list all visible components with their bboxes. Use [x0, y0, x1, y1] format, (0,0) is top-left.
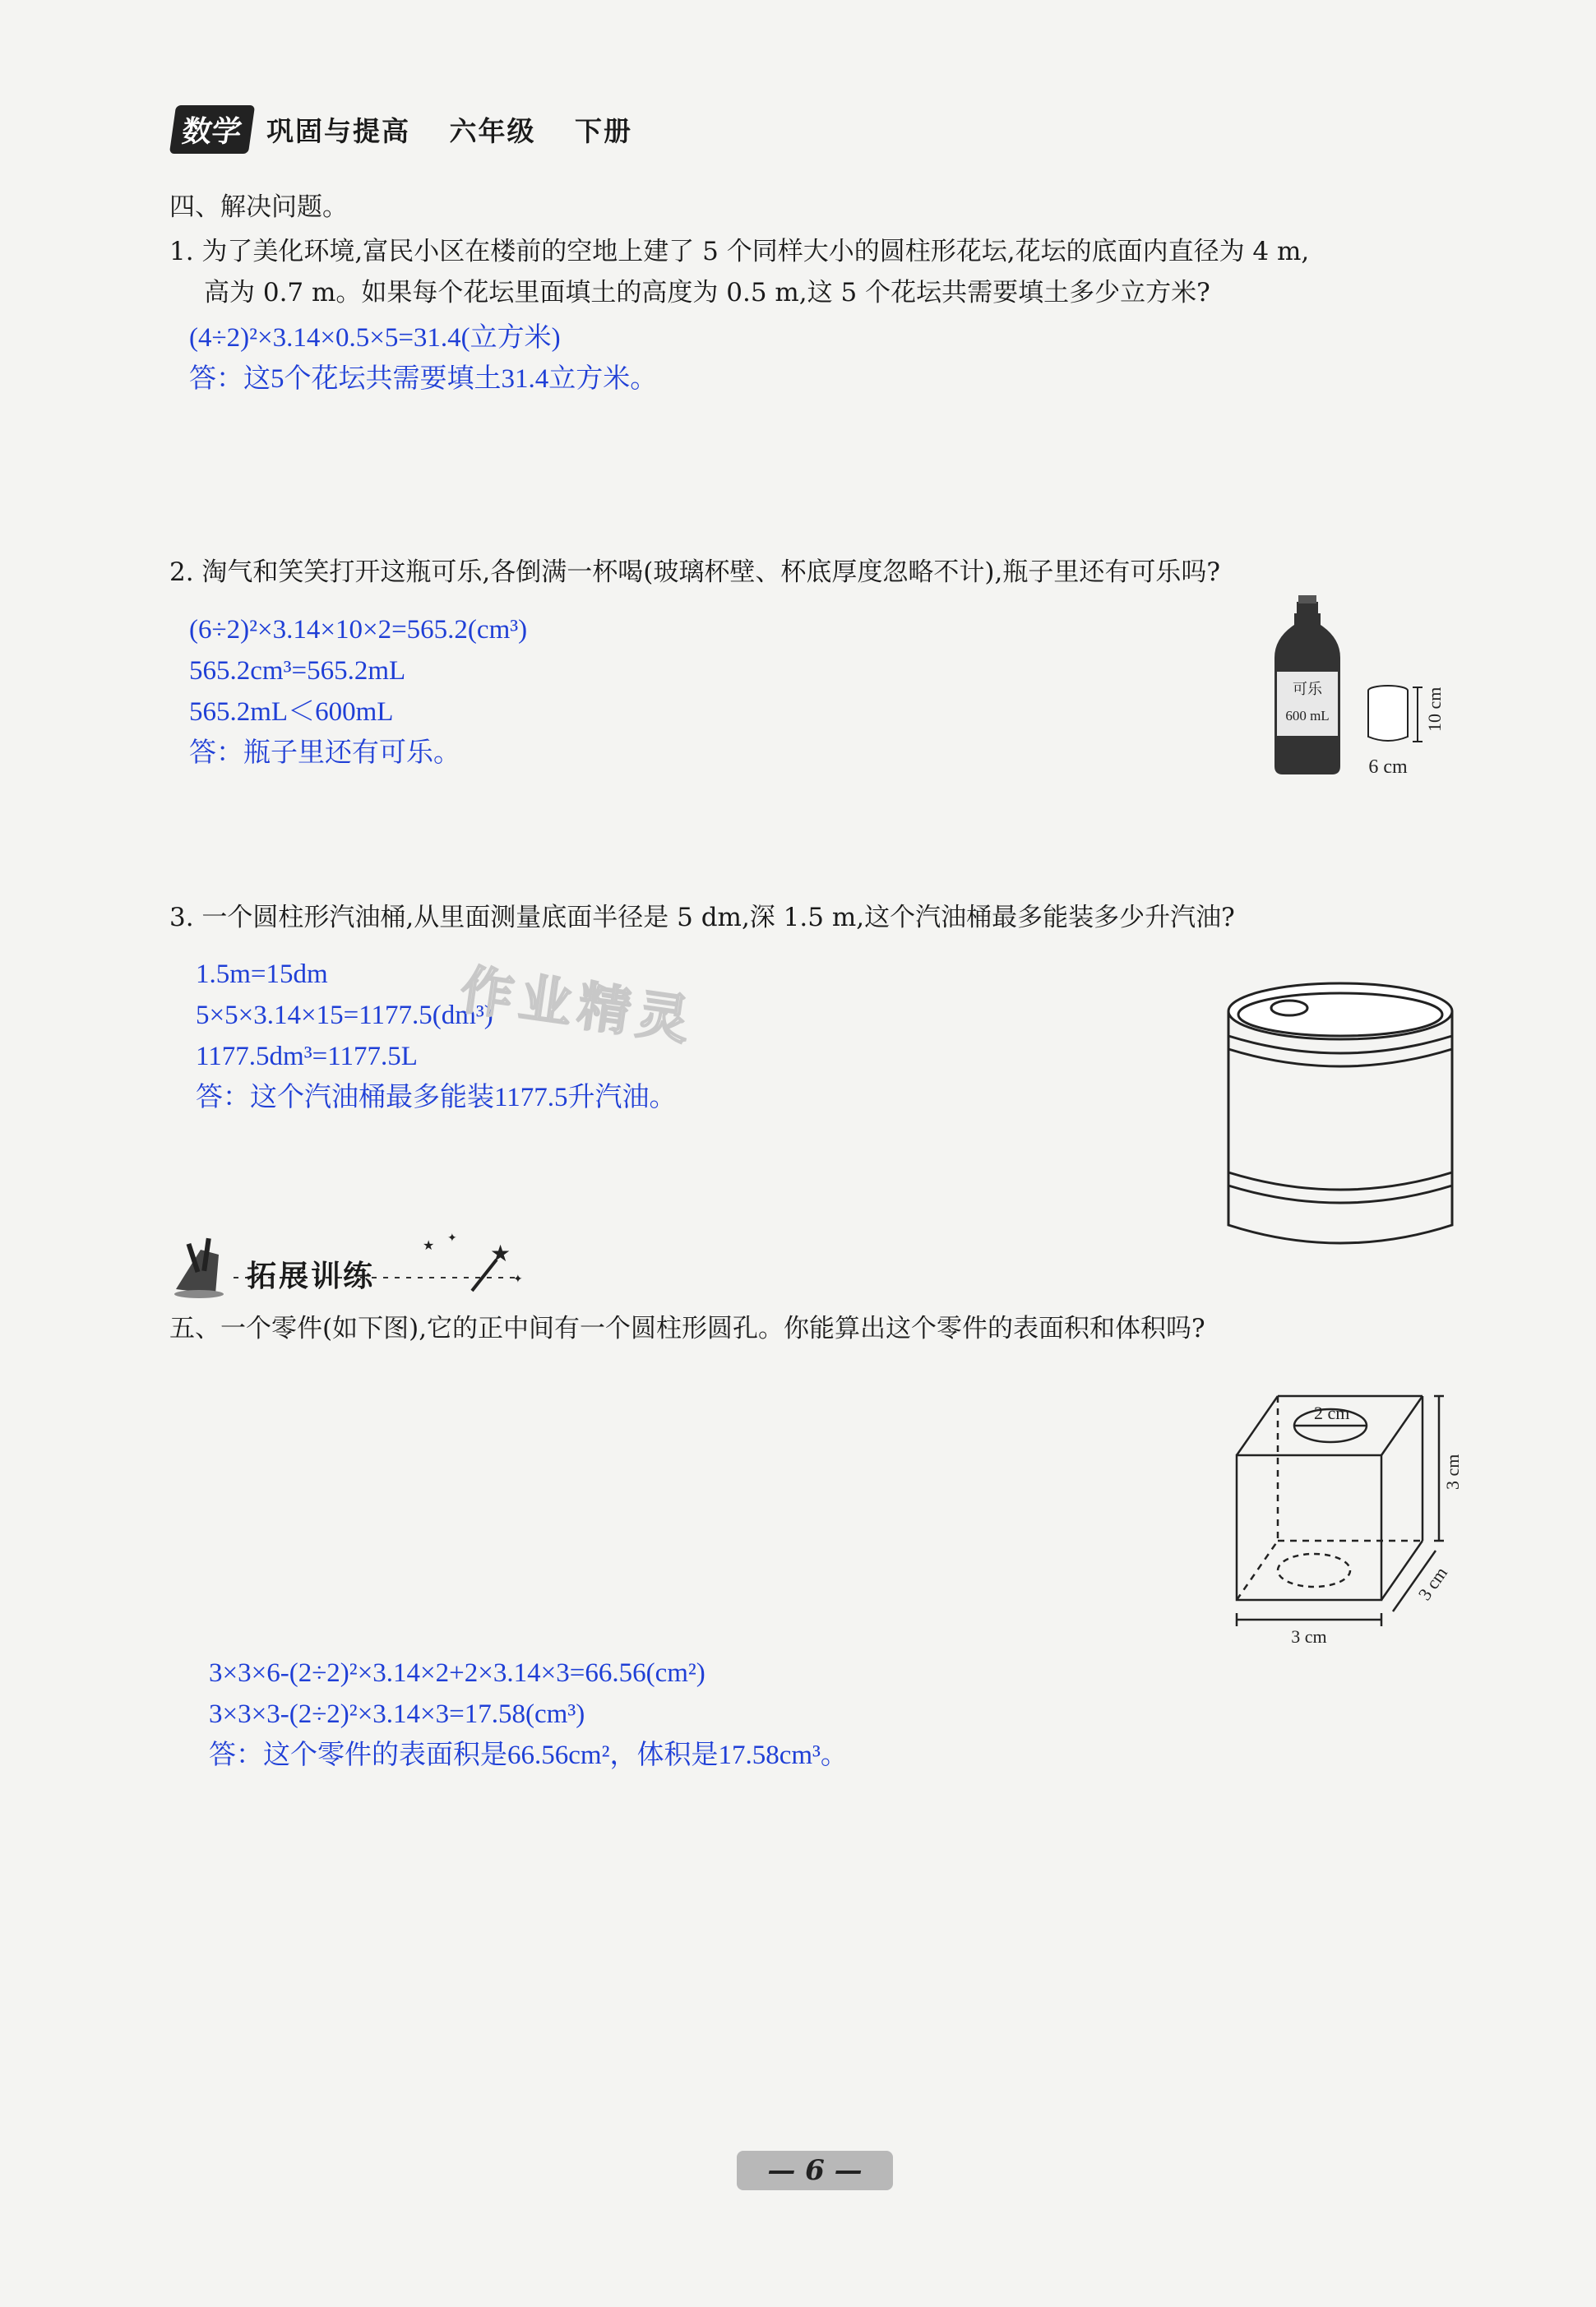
svg-text:✦: ✦ — [513, 1274, 523, 1286]
svg-text:★: ★ — [423, 1239, 435, 1253]
book-title: 巩固与提高 六年级 下册 — [266, 115, 633, 147]
q2-answer: (6÷2)²×3.14×10×2=565.2(cm³) 565.2cm³=565.2mL 565.2mL＜600mL 答：瓶子里还有可乐。 — [189, 615, 528, 768]
svg-text:600 mL: 600 mL — [1285, 708, 1330, 724]
section-5-answer: 3×3×6-(2÷2)²×3.14×2+2×3.14×3=66.56(cm²) 3×3×3-(2÷2)²×3.14×3=17.58(cm³) 答：这个零件的表面积是66.56cm²，体积是17.58cm³。 — [209, 1658, 848, 1770]
svg-text:3 cm: 3 cm — [1413, 1562, 1451, 1604]
section-5-question: 五、一个零件(如下图),它的正中间有一个圆柱形圆孔。你能算出这个零件的表面积和体积吗? — [169, 1314, 1205, 1343]
svg-text:2 cm: 2 cm — [1314, 1403, 1350, 1423]
extension-title: 拓展训练 — [247, 1260, 376, 1293]
cube-figure — [1217, 1381, 1464, 1644]
q3-answer: 1.5m=15dm 5×5×3.14×15=1177.5(dm³) 1177.5dm³=1177.5L 答：这个汽油桶最多能装1177.5升汽油。 — [196, 959, 677, 1112]
q1-line1: 1. 为了美化环境,富民小区在楼前的空地上建了 5 个同样大小的圆柱形花坛,花坛的底面内直径为 4 m, — [169, 237, 1310, 266]
svg-text:★: ★ — [490, 1241, 511, 1267]
svg-text:可乐: 可乐 — [1293, 681, 1322, 697]
svg-text:✦: ✦ — [447, 1232, 457, 1245]
page-number: — 6 — — [737, 2151, 893, 2190]
svg-text:3 cm: 3 cm — [1442, 1454, 1463, 1490]
q1-line2: 高为 0.7 m。如果每个花坛里面填土的高度为 0.5 m,这 5 个花坛共需要填土多少立方米? — [204, 278, 1210, 307]
bottle-cup-figure — [1258, 592, 1472, 789]
cup-icon — [1368, 686, 1445, 778]
q1-answer: (4÷2)²×3.14×0.5×5=31.4(立方米) 答：这5个花坛共需要填土31.4立方米。 — [189, 323, 658, 394]
magic-wand-icon — [423, 1232, 523, 1291]
pencil-cup-icon — [174, 1238, 224, 1298]
svg-text:6 cm: 6 cm — [1368, 756, 1408, 778]
svg-text:10 cm: 10 cm — [1424, 687, 1445, 732]
q2-line1: 2. 淘气和笑笑打开这瓶可乐,各倒满一杯喝(玻璃杯壁、杯底厚度忽略不计),瓶子里还有可乐吗? — [169, 557, 1220, 587]
section-4-title: 四、解决问题。 — [169, 192, 348, 222]
subject-badge: 数学 — [169, 105, 255, 154]
watermark: 作业精灵 — [456, 959, 700, 1053]
oil-drum-figure — [1217, 978, 1464, 1250]
page-header — [173, 105, 660, 154]
oil-drum-icon — [1228, 983, 1452, 1243]
cube-icon — [1237, 1396, 1444, 1626]
q3-line1: 3. 一个圆柱形汽油桶,从里面测量底面半径是 5 dm,深 1.5 m,这个汽油桶最多能装多少升汽油? — [169, 903, 1235, 932]
svg-text:3 cm: 3 cm — [1291, 1626, 1327, 1644]
bottle-icon — [1274, 595, 1340, 774]
